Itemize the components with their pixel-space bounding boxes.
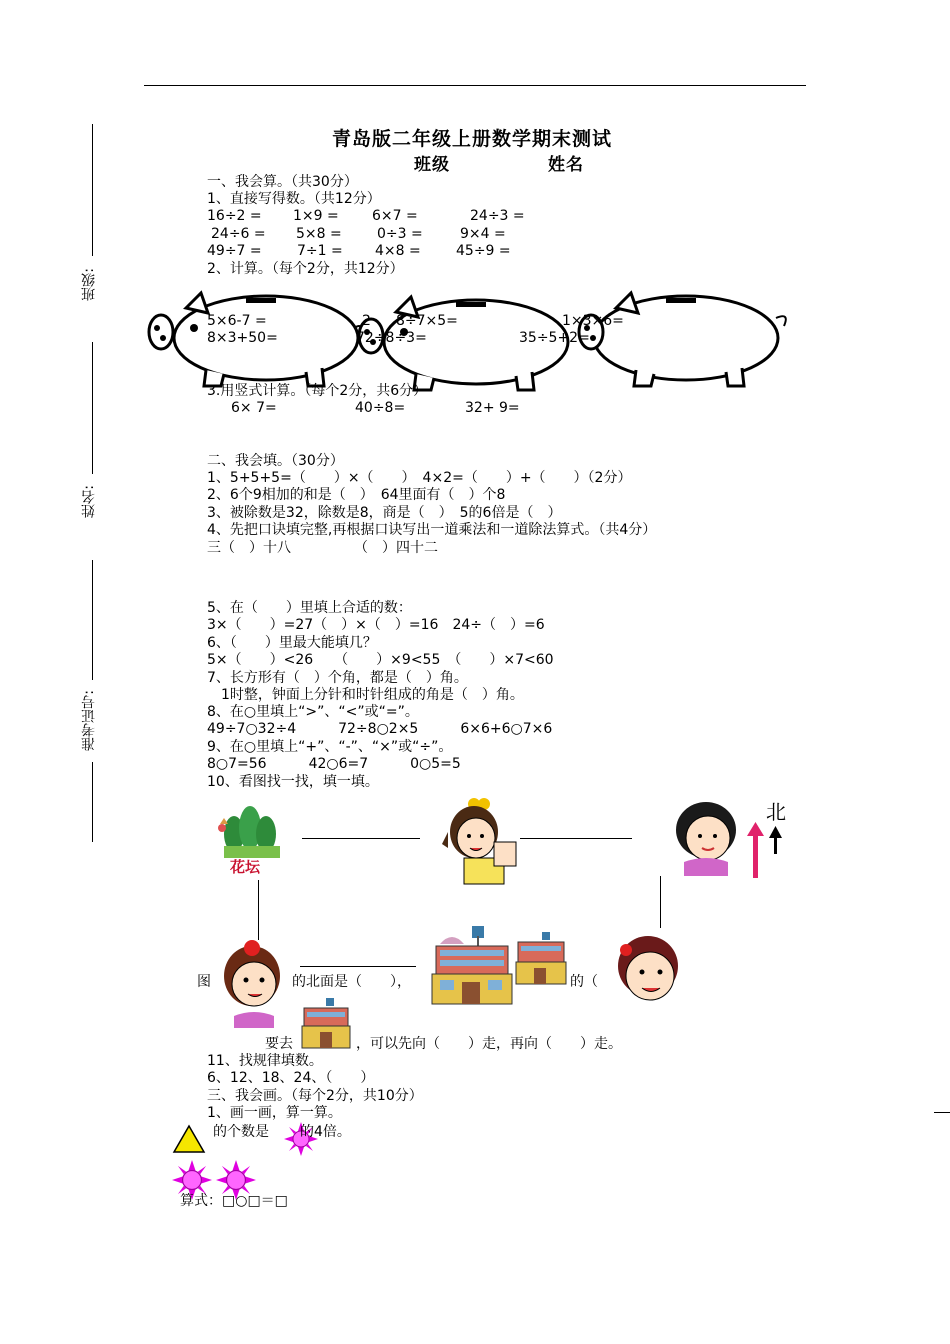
girl-face-icon	[670, 800, 742, 876]
q1-r1-c4: 24÷3 =	[470, 208, 525, 224]
map-path-top-left	[302, 838, 420, 839]
section2-heading: 二、我会填。（30分）	[207, 453, 344, 469]
q1-r1-c3: 6×7 =	[372, 208, 418, 224]
s3-q1: 1、画一画，算一算。	[207, 1105, 342, 1121]
s2-line-9: 5×（ ）<26 （ ）×9<55 （ ）×7<60	[207, 652, 554, 668]
s2-line-5: 三（ ）十八 （ ）四十二	[207, 540, 438, 556]
name-label: 姓名	[548, 155, 584, 175]
class-label: 班级	[414, 155, 450, 175]
q1-r3-c2: 7÷1 =	[297, 243, 343, 259]
north-label: 北	[766, 800, 786, 824]
q1-r2-c3: 0÷3 =	[377, 226, 423, 242]
map-path-left	[258, 880, 259, 940]
q11-heading: 11、找规律填数。	[207, 1053, 323, 1069]
q10-line1-a: 图	[197, 974, 211, 990]
s3-formula: 算式：□○□＝□	[180, 1193, 288, 1209]
q2-heading: 2、计算。（每个2分，共12分）	[207, 261, 404, 277]
building-icon-small	[514, 930, 568, 986]
margin-line-4	[92, 762, 93, 842]
triangle-icon	[172, 1124, 206, 1154]
s2-line-8: 6、（ ）里最大能填几？	[207, 635, 377, 651]
q1-r1-c1: 16÷2 =	[207, 208, 262, 224]
s2-line-16: 10、看图找一找，填一填。	[207, 774, 379, 790]
q1-r3-c3: 4×8 =	[375, 243, 421, 259]
q2-r2-c2: 72÷8÷3=	[356, 330, 427, 346]
q3-item-3: 32+ 9=	[465, 400, 520, 416]
margin-line-2	[92, 342, 93, 474]
q2-r1-c2: 2	[362, 313, 371, 329]
margin-line-3	[92, 560, 93, 680]
q2-r1-c3: 8÷7×5=	[396, 313, 458, 329]
q10-line2-a: 要去	[265, 1036, 293, 1052]
map-path-right	[660, 876, 661, 928]
top-rule	[144, 85, 806, 86]
page-title: 青岛版二年级上册数学期末测试	[332, 128, 613, 150]
s2-line-1: 1、5+5+5=（ ）×（ ） 4×2=（ ）+（ ）（2分）	[207, 470, 632, 486]
girl-reading-icon	[424, 796, 520, 884]
q10-line1-c: 的（	[570, 974, 598, 990]
q11-sequence: 6、12、18、24、（ ）	[207, 1070, 375, 1086]
s2-line-10: 7、长方形有（ ）个角，都是（ ）角。	[207, 670, 468, 686]
q1-r3-c4: 45÷9 =	[456, 243, 511, 259]
q1-r2-c4: 9×4 =	[460, 226, 506, 242]
q3-item-1: 6× 7=	[231, 400, 277, 416]
s2-line-12: 8、在○里填上“>”、“<”或“=”。	[207, 704, 419, 720]
s2-line-3: 3、被除数是32，除数是8，商是（ ） 5的6倍是（ ）	[207, 505, 562, 521]
q1-heading: 1、直接写得数。（共12分）	[207, 191, 381, 207]
q1-r1-c2: 1×9 =	[293, 208, 339, 224]
building-icon-bottom	[300, 996, 352, 1050]
q3-heading: 3.用竖式计算。（每个2分，共6分）	[207, 383, 428, 399]
q1-r2-c1: 24÷6 =	[211, 226, 266, 242]
piggy-bank-illustration-3	[576, 288, 796, 388]
s2-line-6: 5、在（ ）里填上合适的数：	[207, 600, 412, 616]
s2-line-15: 8○7=56 42○6=7 0○5=5	[207, 756, 461, 772]
s3-q1-text-a: 的个数是	[213, 1124, 269, 1140]
s3-q1-text-b: 的4倍。	[300, 1124, 351, 1140]
building-icon-large	[430, 920, 512, 1006]
side-class-label: 班级:	[81, 268, 97, 301]
side-exam-id-label: 准考证号:	[81, 690, 97, 751]
q2-r2-c1: 8×3+50=	[207, 330, 278, 346]
north-arrow-icon	[744, 820, 784, 878]
q1-r3-c1: 49÷7 =	[207, 243, 262, 259]
s2-line-13: 49÷7○32÷4 72÷8○2×5 6×6+6○7×6	[207, 721, 553, 737]
right-edge-mark	[934, 1112, 950, 1113]
s2-line-7: 3×（ ）=27（ ）×（ ）=16 24÷（ ）=6	[207, 617, 545, 633]
q2-r1-c4: 1×3×6=	[562, 313, 624, 329]
q2-r2-c3: 35÷5+2=	[519, 330, 590, 346]
map-path-top-right	[520, 838, 632, 839]
map-path-bottom	[300, 966, 416, 967]
girl-left-icon	[214, 936, 290, 1030]
q1-r2-c2: 5×8 =	[296, 226, 342, 242]
section1-heading: 一、我会算。（共30分）	[207, 174, 358, 190]
side-name-label: 姓名:	[81, 485, 97, 518]
q2-r1-c1: 5×6-7 =	[207, 313, 267, 329]
q3-item-2: 40÷8=	[355, 400, 406, 416]
q10-line1-b: 的北面是（ ），	[292, 974, 411, 990]
s2-line-2: 2、6个9相加的和是（ ） 64里面有（ ）个8	[207, 487, 506, 503]
s2-line-11: 1时整，钟面上分针和时针组成的角是（ ）角。	[207, 687, 524, 703]
s2-line-4: 4、先把口诀填完整,再根据口诀写出一道乘法和一道除法算式。（共4分）	[207, 522, 657, 538]
section3-heading: 三、我会画。（每个2分，共10分）	[207, 1088, 423, 1104]
flowerbed-label: 花坛	[230, 858, 261, 876]
q10-line2-b: ，可以先向（ ）走，再向（ ）走。	[356, 1036, 622, 1052]
margin-line-1	[92, 124, 93, 256]
s2-line-14: 9、在○里填上“+”、“-”、“×”或“÷”。	[207, 739, 453, 755]
girl-smiling-icon	[604, 932, 690, 1016]
